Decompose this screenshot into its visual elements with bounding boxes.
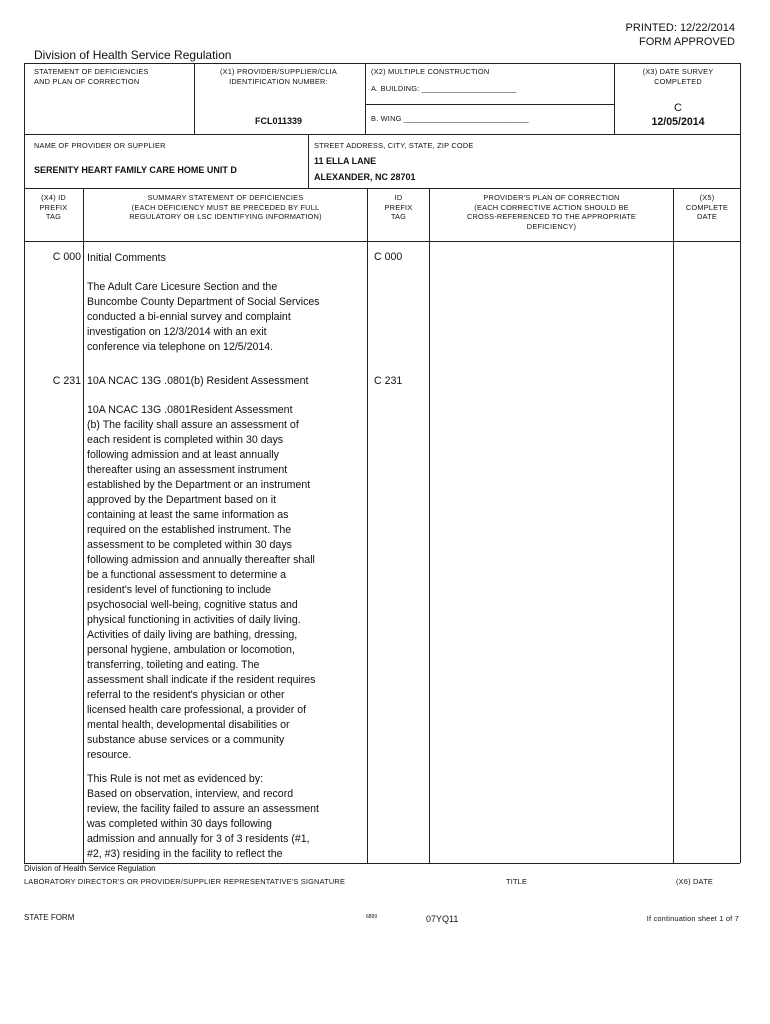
left-border xyxy=(24,63,25,863)
col-divider-2 xyxy=(367,188,368,863)
x5-header: (X5) COMPLETE DATE xyxy=(685,193,729,221)
title-label: TITLE xyxy=(506,877,528,886)
c000-tag: C 000 xyxy=(52,251,81,263)
provider-name: SERENITY HEART FAMILY CARE HOME UNIT D xyxy=(34,165,237,175)
signature-label: LABORATORY DIRECTOR'S OR PROVIDER/SUPPLIER REPRESENTATIVE'S SIGNATURE xyxy=(24,877,346,886)
division-title: Division of Health Service Regulation xyxy=(34,48,232,62)
state-form-label: STATE FORM xyxy=(24,913,75,922)
footer-division: Division of Health Service Regulation xyxy=(24,864,156,873)
divider-x3 xyxy=(614,63,615,134)
c231-title: 10A NCAC 13G .0801(b) Resident Assessment xyxy=(87,375,309,387)
printed-date: PRINTED: 12/22/2014 xyxy=(625,22,735,34)
row-divider-1 xyxy=(24,134,740,135)
summary-header: SUMMARY STATEMENT OF DEFICIENCIES (EACH DEFICIENCY MUST BE PRECEDED BY FULL REGULATORY OR LSC IDENTIFYING INFORMATION) xyxy=(129,193,322,221)
id-header: ID PREFIX TAG xyxy=(384,193,413,221)
event-id: 07YQ11 xyxy=(426,914,459,924)
x3-code: C xyxy=(674,102,682,114)
top-border xyxy=(24,63,740,64)
col-divider-3 xyxy=(429,188,430,863)
c231-tag: C 231 xyxy=(52,375,81,387)
divider-x2 xyxy=(365,63,366,134)
address-label: STREET ADDRESS, CITY, STATE, ZIP CODE xyxy=(314,141,474,150)
x2-label: (X2) MULTIPLE CONSTRUCTION xyxy=(371,67,490,76)
statement-label: STATEMENT OF DEFICIENCIES AND PLAN OF CORRECTION xyxy=(34,67,149,86)
x3-date: 12/05/2014 xyxy=(651,116,705,128)
header-divider xyxy=(24,241,740,242)
building-wing-divider xyxy=(365,104,614,105)
row-divider-2 xyxy=(24,188,740,189)
x4-header: (X4) ID PREFIX TAG xyxy=(39,193,68,221)
x1-label: (X1) PROVIDER/SUPPLIER/CLIA IDENTIFICATION NUMBER: xyxy=(219,67,338,86)
col-divider-1 xyxy=(83,188,84,863)
address-line1: 11 ELLA LANE xyxy=(314,156,377,166)
c231-id-tag: C 231 xyxy=(374,375,403,387)
provider-label: NAME OF PROVIDER OR SUPPLIER xyxy=(34,141,166,150)
form-approved: FORM APPROVED xyxy=(639,36,735,48)
c231-finding: This Rule is not met as evidenced by: Based on observation, interview, and record review, the facility failed to assure an assessment was completed within 30 days following admission and annually for 3 of 3 residents (#1, #2, #3) residing in the facility to reflect the xyxy=(87,773,319,860)
form-number: 6899 xyxy=(366,914,378,920)
divider-address xyxy=(308,134,309,188)
x6-date-label: (X6) DATE xyxy=(676,877,713,886)
continuation-sheet: If continuation sheet 1 of 7 xyxy=(646,914,739,923)
x3-label: (X3) DATE SURVEY COMPLETED xyxy=(642,67,714,86)
c000-id-tag: C 000 xyxy=(374,251,403,263)
plan-header: PROVIDER'S PLAN OF CORRECTION (EACH CORRECTIVE ACTION SHOULD BE CROSS-REFERENCED TO THE APPROPRIATE DEFICIENCY) xyxy=(466,193,637,231)
address-line2: ALEXANDER, NC 28701 xyxy=(314,172,416,182)
x1-value: FCL011339 xyxy=(254,116,303,126)
c000-body: The Adult Care Licesure Section and the Buncombe County Department of Social Services conducted a bi-ennial survey and complaint investigation on 12/3/2014 with an exit conference via telephone on 12/5/2014. xyxy=(87,281,320,353)
col-divider-4 xyxy=(673,188,674,863)
right-border xyxy=(740,63,741,863)
c231-body: 10A NCAC 13G .0801Resident Assessment (b) The facility shall assure an assessment of each resident is completed within 30 days following admission and at least annually thereafter using an assessment instrument established by the Department or an instrument approved by the Department based on it containing at least the same information as required on the established instrument. The assessment to be completed within 30 days following admission and annually thereafter shall be a functional assessment to determine a resident's level of functioning to include psychosocial well-being, cognitive status and physical functioning in activities of daily living. Activities of daily living are bathing, dressing, personal hygiene, ambulation or locomotion, transferring, toileting and eating. The assessment shall indicate if the resident requires referral to the resident's physician or other licensed health care professional, a provider of mental health, developmental disabilities or substance abuse services or a community resource. xyxy=(87,404,316,761)
wing-line: B. WING _____________________________ xyxy=(371,114,529,123)
divider-x1 xyxy=(194,63,195,134)
building-line: A. BUILDING: ______________________ xyxy=(371,84,517,93)
c000-title: Initial Comments xyxy=(87,252,166,264)
